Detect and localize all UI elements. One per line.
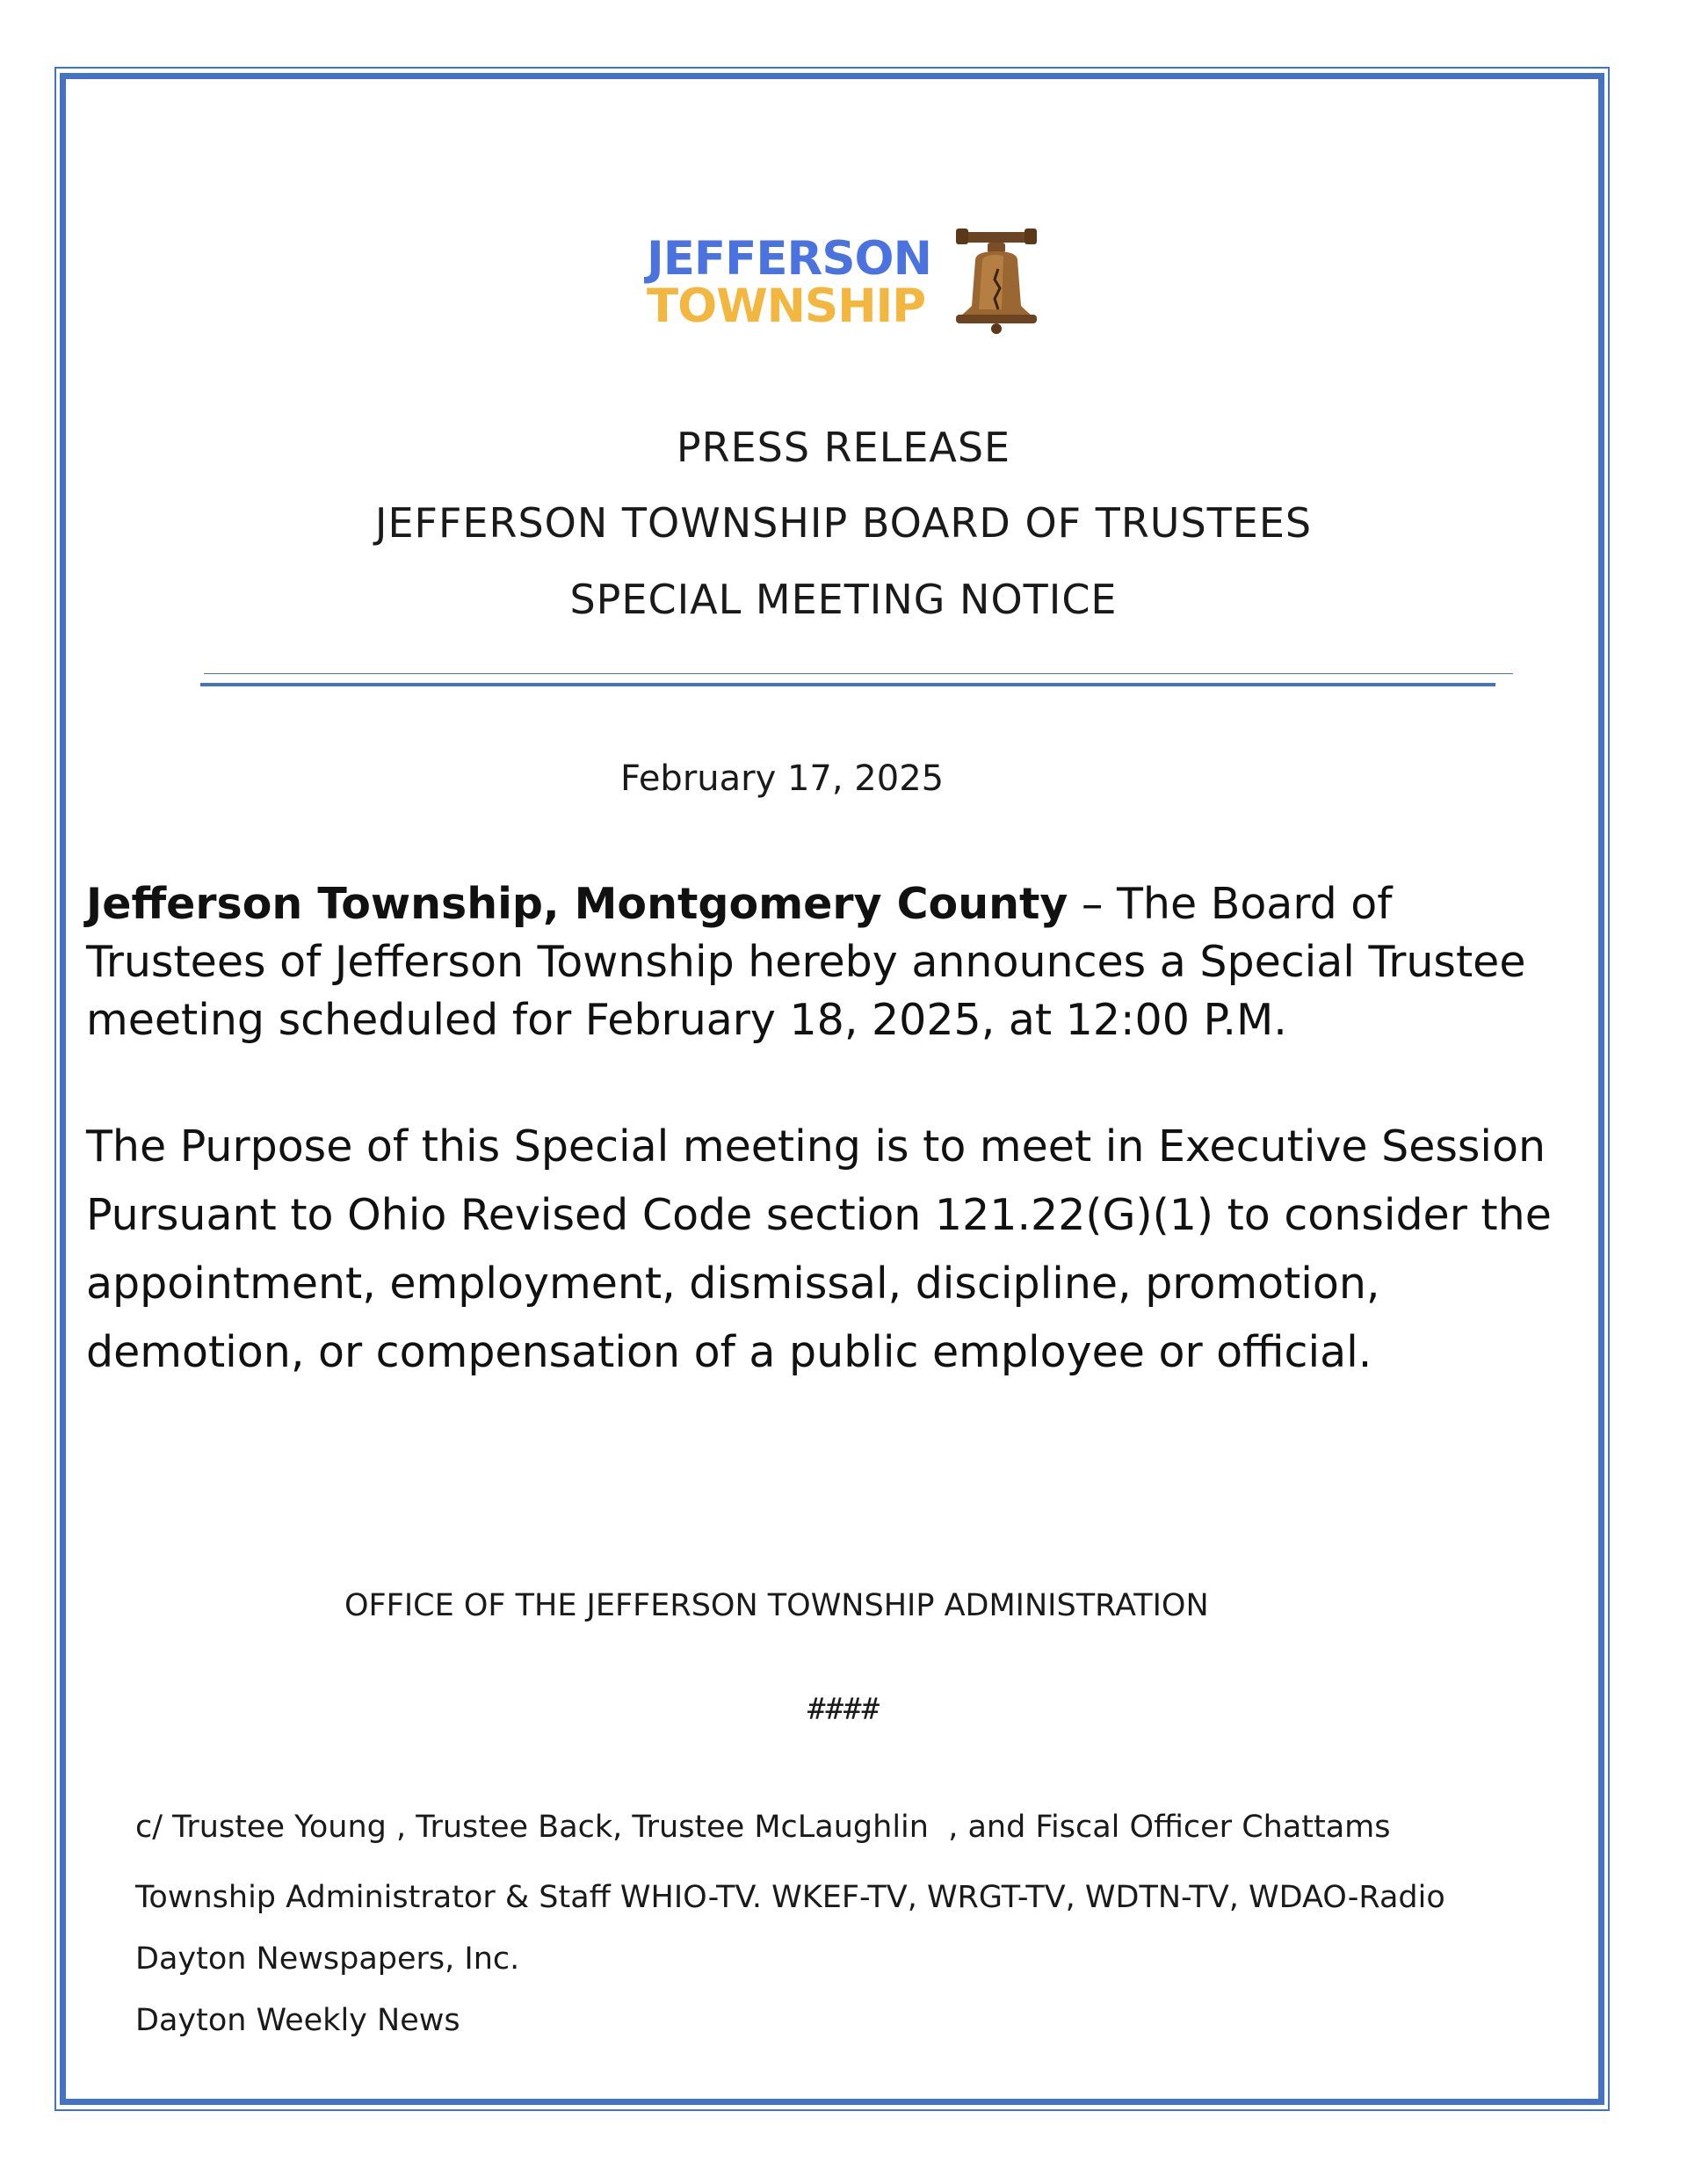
dateline: Jefferson Township, Montgomery County <box>86 879 1068 929</box>
announcement-text: – The Board of Trustees of Jefferson Township hereby announces a Special Trustee meeting scheduled for February 18, 2025, at 12:00 P.M. <box>86 879 1526 1045</box>
cc-line: Township Administrator & Staff WHIO-TV. WKEF-TV, WRGT-TV, WDTN-TV, WDAO-Radio <box>135 1880 1445 1915</box>
purpose-paragraph: The Purpose of this Special meeting is to meet in Executive Session Pursuant to Ohio Revised Code section 121.22(G)(1) to consider the appointment, employment, dismissal, discipline, promotion, demotion, or compensation of a public employee or official. <box>86 1121 1552 1377</box>
special-meeting-notice-heading: SPECIAL MEETING NOTICE <box>569 576 1118 623</box>
page-border-inner <box>60 73 1604 2105</box>
release-date: February 17, 2025 <box>620 758 945 799</box>
township-logo <box>647 225 1051 337</box>
cc-line: Dayton Newspapers, Inc. <box>135 1941 520 1977</box>
cc-line: c/ Trustee Young , Trustee Back, Trustee McLaughlin , and Fiscal Officer Chattams <box>135 1810 1391 1845</box>
divider-thin <box>204 673 1513 674</box>
board-of-trustees-heading: JEFFERSON TOWNSHIP BOARD OF TRUSTEES <box>374 499 1313 547</box>
announcement-paragraph <box>86 875 1580 1049</box>
liberty-bell-icon <box>944 225 1049 336</box>
office-line: OFFICE OF THE JEFFERSON TOWNSHIP ADMINISTRATION <box>344 1588 1209 1623</box>
cc-line: Dayton Weekly News <box>135 2003 460 2038</box>
press-release-heading: PRESS RELEASE <box>676 424 1011 471</box>
divider-thick <box>200 683 1495 686</box>
logo-text-jefferson: JEFFERSON <box>647 232 931 286</box>
logo-text-township: TOWNSHIP <box>647 279 926 333</box>
end-marker: #### <box>807 1692 880 1727</box>
